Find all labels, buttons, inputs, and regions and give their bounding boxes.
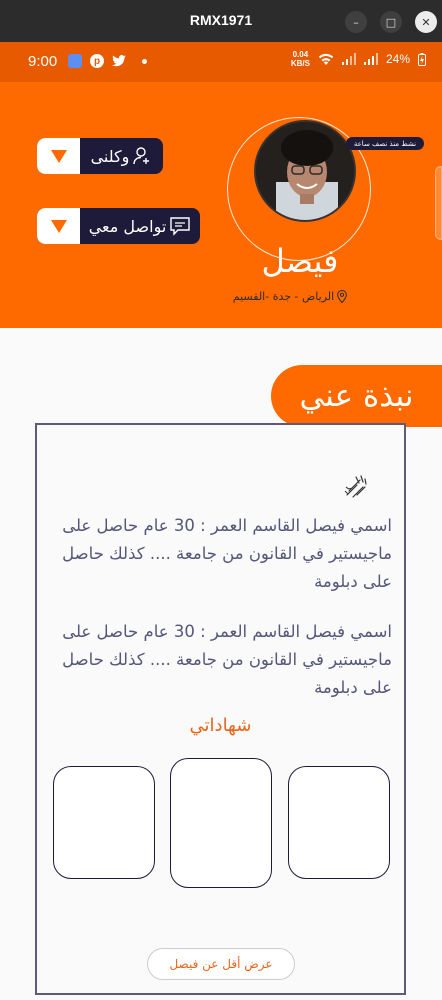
window-title: RMX1971 — [189, 12, 253, 28]
network-speed — [291, 50, 310, 68]
status-time: 9:00 — [28, 53, 58, 70]
contact-button[interactable] — [37, 208, 200, 244]
certificate-card[interactable] — [288, 766, 390, 879]
certificate-card[interactable] — [170, 758, 272, 888]
maximize-button[interactable]: □ — [380, 11, 402, 33]
hire-label: وكلنى — [90, 146, 130, 166]
close-button[interactable]: ✕ — [415, 11, 437, 33]
certificates-title: شهاداتي — [189, 715, 252, 736]
network-speed-unit: KB/S — [290, 59, 310, 68]
hire-dropdown-arrow[interactable] — [37, 138, 80, 174]
chat-icon — [169, 216, 191, 236]
hire-button[interactable] — [37, 138, 163, 174]
about-section-title: نبذة عني — [271, 365, 442, 427]
about-paragraph-1: اسمي فيصل القاسم العمر : 30 عام حاصل على ماجيستير في القانون من جامعة .... كذلك حاصل على دبلومة — [62, 516, 392, 591]
location-pin-icon — [337, 290, 347, 303]
certificate-card[interactable] — [53, 766, 155, 879]
waving-hand-icon — [343, 473, 369, 499]
contact-dropdown-arrow[interactable] — [37, 208, 80, 244]
battery-charging-icon — [418, 53, 426, 66]
about-paragraph-2: اسمي فيصل القاسم العمر : 30 عام حاصل على ماجيستير في القانون من جامعة .... كذلك حاصل على دبلومة — [62, 622, 392, 697]
window-titlebar — [0, 0, 442, 42]
side-drawer-handle[interactable] — [435, 166, 442, 240]
contact-label: تواصل معي — [88, 216, 167, 236]
about-card — [35, 423, 406, 995]
active-status-badge: نشط منذ نصف ساعة — [346, 137, 424, 150]
add-user-icon — [132, 146, 152, 166]
twitter-icon — [112, 54, 126, 68]
profile-name: فيصل — [261, 242, 339, 280]
system-indicators — [291, 50, 426, 68]
show-less-button[interactable]: عرض أقل عن فيصل — [147, 948, 295, 980]
app-notification-icon — [68, 54, 82, 68]
hire-label-wrap — [80, 146, 163, 166]
more-notifications-dot — [142, 59, 147, 64]
signal-icon — [342, 53, 356, 65]
wifi-icon — [318, 53, 334, 65]
avatar[interactable] — [254, 120, 356, 222]
location-text: الرياض - جدة -القسيم — [232, 290, 335, 303]
network-speed-value: 0.04 — [292, 50, 309, 59]
minimize-button[interactable]: – — [345, 11, 367, 33]
notification-icons — [68, 54, 147, 68]
signal-icon-2 — [364, 53, 378, 65]
battery-level: 24% — [385, 52, 410, 66]
profile-header — [0, 82, 442, 328]
status-bar — [0, 42, 442, 82]
profile-location — [200, 290, 380, 303]
contact-label-wrap — [80, 216, 200, 236]
pinterest-icon: p — [90, 54, 104, 68]
